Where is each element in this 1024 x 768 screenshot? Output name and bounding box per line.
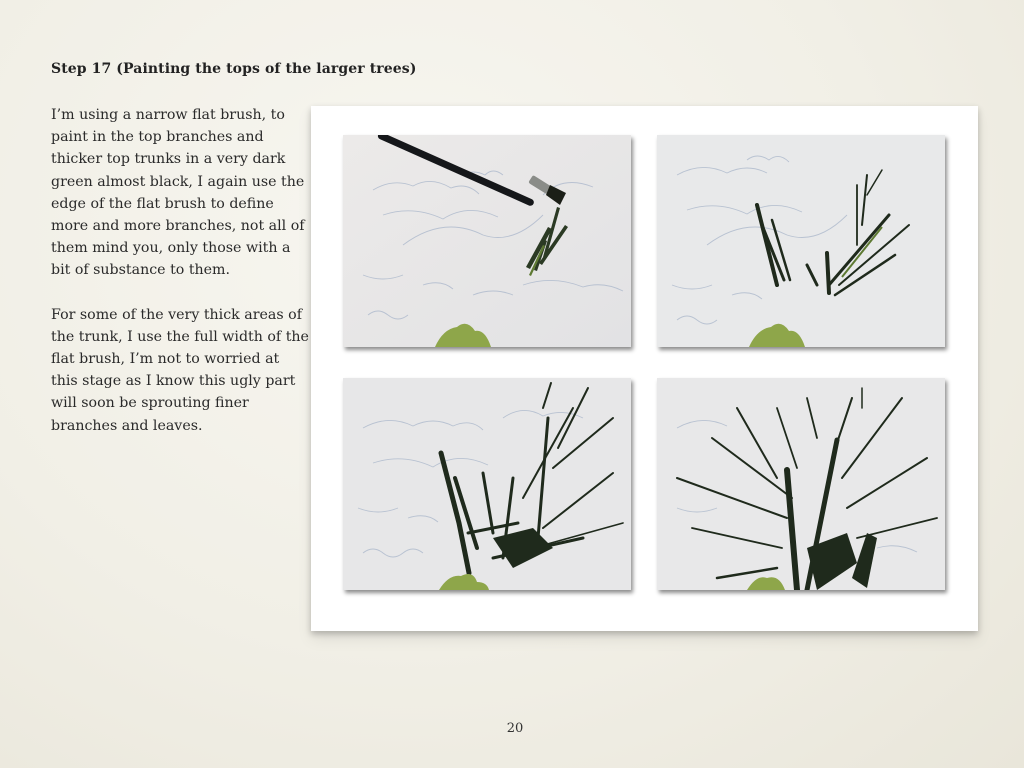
- step-photo-1: [343, 135, 631, 347]
- page-number: 20: [506, 721, 524, 736]
- step-photo-2: [657, 135, 945, 347]
- paragraph-2: For some of the very thick areas of the trunk, I use the full width of the flat brush, I’m not to worried at this stage as I know this ugly part will soon be sprouting finer branches and leaves.: [51, 306, 309, 434]
- step-photo-3: [343, 378, 631, 590]
- photo-panel: [311, 106, 978, 631]
- instruction-text: [51, 104, 309, 459]
- step-photo-4: [657, 378, 945, 590]
- paragraph-1: I’m using a narrow flat brush, to paint in the top branches and thicker top trunks in a very dark green almost black, I again use the edge of the flat brush to define more and more branches, not all of them mind you, only those with a bit of substance to them.: [51, 107, 305, 279]
- step-heading: Step 17 (Painting the tops of the larger trees): [51, 61, 417, 77]
